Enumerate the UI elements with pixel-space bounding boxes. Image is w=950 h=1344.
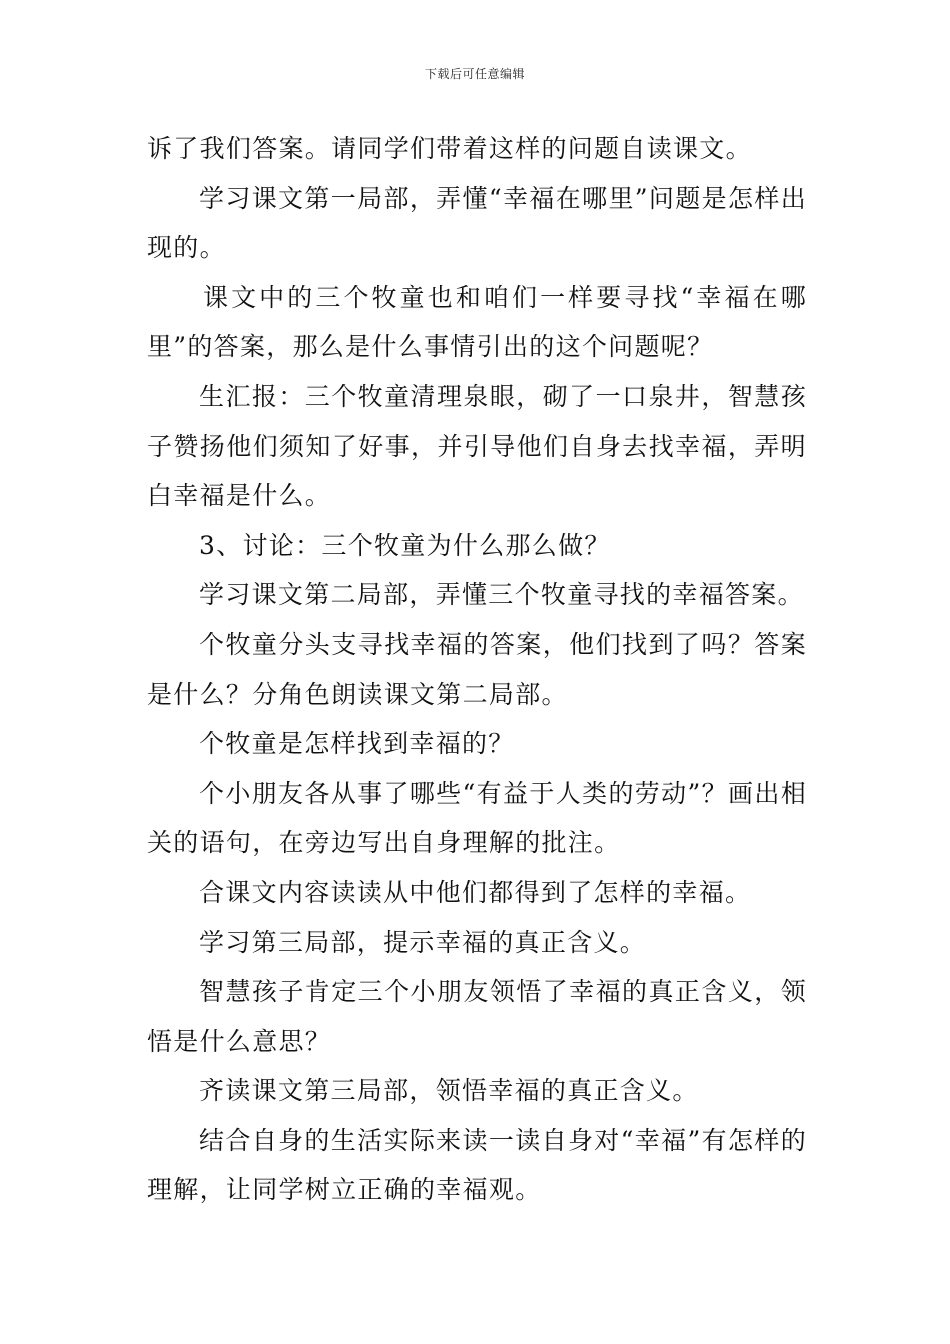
paragraph: 结合自身的生活实际来读一读自身对“幸福”有怎样的理解，让同学树立正确的幸福观。	[147, 1125, 807, 1205]
paragraph: 学习第三局部，提示幸福的真正含义。	[199, 927, 647, 957]
paragraph: 智慧孩子肯定三个小朋友领悟了幸福的真正含义，领悟是什么意思？	[147, 977, 807, 1056]
paragraph: 生汇报：三个牧童清理泉眼，砌了一口泉井，智慧孩子赞扬他们须知了好事，并引导他们自身去找幸福，弄明白幸福是什么。	[147, 381, 807, 511]
paragraph: 学习课文第一局部，弄懂“幸福在哪里”问题是怎样出现的。	[147, 183, 807, 263]
paragraph: 个牧童分头支寻找幸福的答案，他们找到了吗？答案是什么？分角色朗读课文第二局部。	[147, 629, 807, 709]
header-note: 下载后可任意编辑	[424, 67, 525, 81]
paragraph: 诉了我们答案。请同学们带着这样的问题自读课文。	[147, 134, 752, 163]
paragraph: 合课文内容读读从中他们都得到了怎样的幸福。	[199, 877, 752, 907]
paragraph: 个牧童是怎样找到幸福的？	[199, 729, 515, 759]
document-body	[147, 124, 807, 1215]
paragraph: 学习课文第二局部，弄懂三个牧童寻找的幸福答案。	[199, 580, 804, 610]
paragraph: 课文中的三个牧童也和咱们一样要寻找“幸福在哪里”的答案，那么是什么事情引出的这个问题呢？	[147, 282, 807, 362]
paragraph: 个小朋友各从事了哪些“有益于人类的劳动”？画出相关的语句，在旁边写出自身理解的批注。	[147, 778, 807, 858]
paragraph: 齐读课文第三局部，领悟幸福的真正含义。	[199, 1076, 699, 1106]
paragraph: 3、讨论：三个牧童为什么那么做？	[199, 530, 611, 560]
